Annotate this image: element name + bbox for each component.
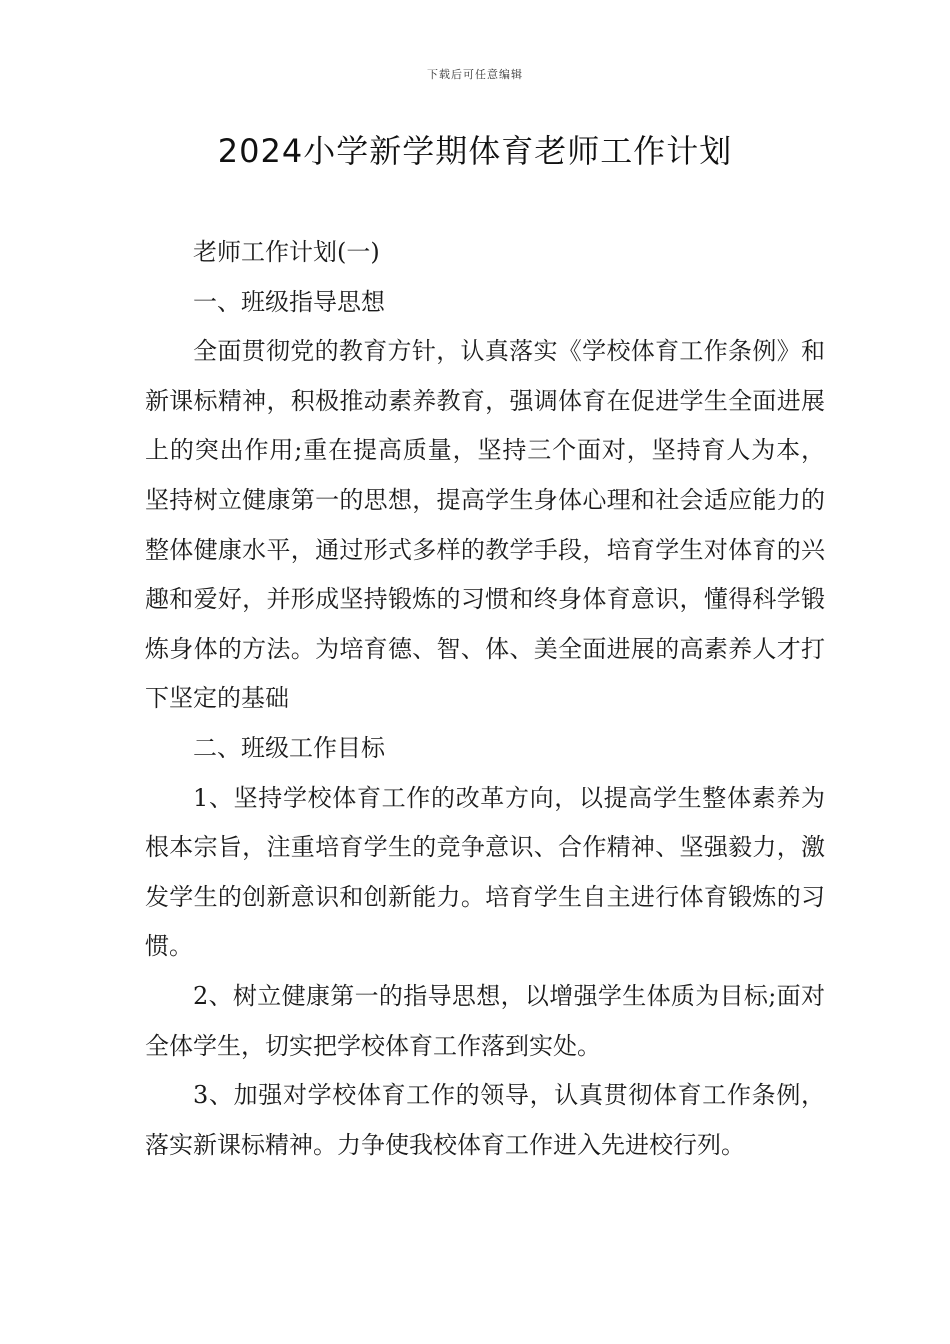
goal-item-1: 1、坚持学校体育工作的改革方向，以提高学生整体素养为根本宗旨，注重培育学生的竞争意识、合作精神、坚强毅力，激发学生的创新意识和创新能力。培育学生自主进行体育锻炼的习惯。 bbox=[145, 783, 825, 961]
goal-item-3: 3、加强对学校体育工作的领导，认真贯彻体育工作条例，落实新课标精神。力争使我校体育工作进入先进校行列。 bbox=[145, 1081, 825, 1159]
document-body bbox=[145, 228, 825, 1170]
document-title: 2024小学新学期体育老师工作计划 bbox=[217, 132, 733, 170]
section-heading-guiding-thought: 一、班级指导思想 bbox=[193, 287, 385, 316]
body-paragraph: 全面贯彻党的教育方针，认真落实《学校体育工作条例》和新课标精神，积极推动素养教育，强调体育在促进学生全面进展上的突出作用;重在提高质量，坚持三个面对，坚持育人为本，坚持树立健康第一的思想，提高学生身体心理和社会适应能力的整体健康水平，通过形式多样的教学手段，培育学生对体育的兴趣和爱好，并形成坚持锻炼的习惯和终身体育意识，懂得科学锻炼身体的方法。为培育德、智、体、美全面进展的高素养人才打下坚定的基础 bbox=[145, 337, 825, 713]
header-note: 下载后可任意编辑 bbox=[427, 68, 523, 81]
goal-item-2: 2、树立健康第一的指导思想，以增强学生体质为目标;面对全体学生，切实把学校体育工作落到实处。 bbox=[145, 981, 825, 1060]
plan-heading: 老师工作计划(一) bbox=[193, 238, 380, 266]
section-heading-work-goals: 二、班级工作目标 bbox=[193, 733, 385, 762]
